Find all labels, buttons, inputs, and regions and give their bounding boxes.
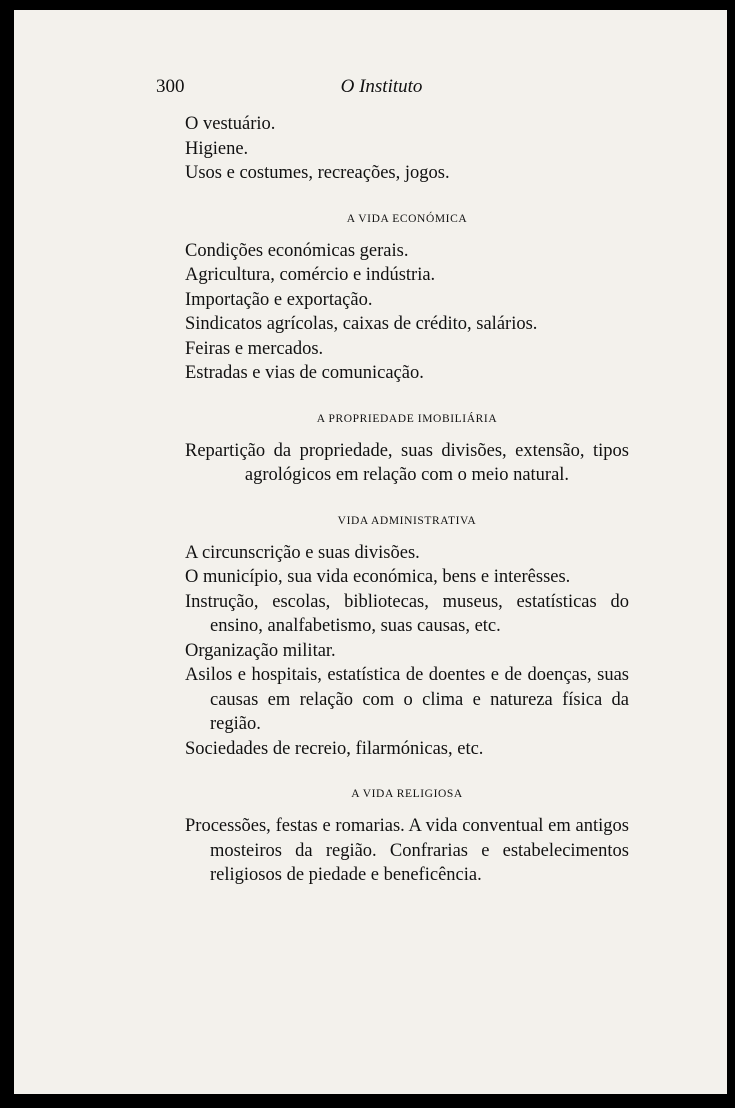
- list-item: Usos e costumes, recreações, jogos.: [185, 163, 450, 183]
- list-item: Organização militar.: [185, 640, 336, 661]
- list-item: Instrução, escolas, bibliotecas, museus, estatísticas do ensino, analfabetismo, suas causas, etc.: [185, 591, 629, 636]
- page-header: [14, 70, 727, 100]
- list-item: Sociedades de recreio, filarmónicas, etc.: [185, 738, 484, 759]
- list-item: O município, sua vida económica, bens e interêsses.: [185, 567, 571, 587]
- paragraph: Processões, festas e romarias. A vida conventual em antigos mosteiros da região. Confrarias e estabelecimentos religiosos de piedade e beneficência.: [185, 816, 629, 885]
- list-item: O vestuário.: [185, 114, 276, 134]
- running-title: O Instituto: [340, 76, 423, 97]
- list-item: Importação e exportação.: [185, 289, 373, 310]
- list-item: Sindicatos agrícolas, caixas de crédito, salários.: [185, 314, 538, 334]
- paragraph: Repartição da propriedade, suas divisões, extensão, tipos agrológicos em relação com o meio natural.: [185, 440, 629, 485]
- page-body: [185, 112, 629, 888]
- section-heading-vida-administrativa: VIDA ADMINISTRATIVA: [337, 514, 477, 527]
- section-heading-vida-religiosa: A VIDA RELIGIOSA: [351, 788, 463, 800]
- list-item: Condições económicas gerais.: [185, 240, 409, 261]
- list-item: Feiras e mercados.: [185, 338, 324, 359]
- page-number: 300: [156, 76, 185, 97]
- list-item: Agricultura, comércio e indústria.: [185, 265, 436, 285]
- section-heading-vida-economica: A VIDA ECONÓMICA: [346, 212, 468, 225]
- list-item: Higiene.: [185, 138, 249, 159]
- section-heading-propriedade-imobiliaria: A PROPRIEDADE IMOBILIÁRIA: [316, 412, 498, 425]
- list-item: A circunscrição e suas divisões.: [185, 542, 420, 563]
- list-item: Estradas e vias de comunicação.: [185, 363, 424, 383]
- book-page: [14, 10, 727, 1094]
- list-item: Asilos e hospitais, estatística de doentes e de doenças, suas causas em relação com o clima e natureza física da região.: [185, 665, 629, 734]
